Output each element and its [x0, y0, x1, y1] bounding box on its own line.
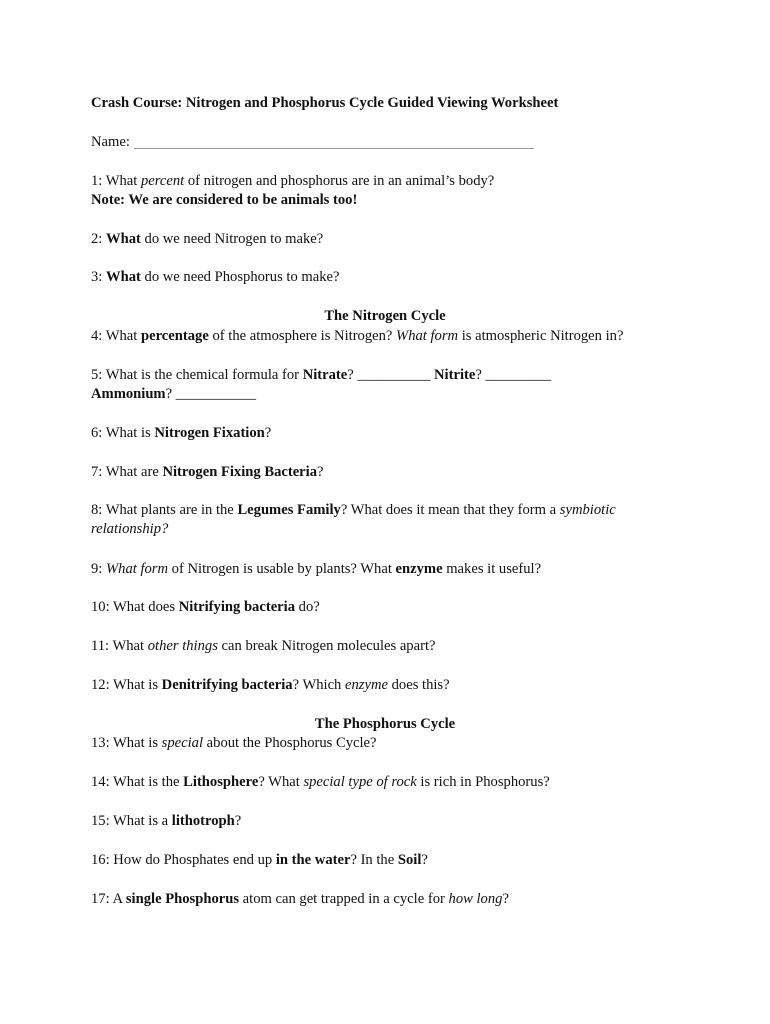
q5-ammonium-blank: ? ___________: [165, 386, 256, 402]
q5-nitrite: Nitrite: [434, 367, 476, 383]
q10-text-a: 10: What does: [91, 599, 179, 615]
q16-text-c: ? In the: [350, 852, 398, 868]
q12-bold: Denitrifying bacteria: [161, 677, 293, 693]
q8-italic: symbiotic: [559, 502, 616, 518]
q6-bold: Nitrogen Fixation: [154, 425, 265, 441]
question-8-line-2: [91, 520, 168, 538]
q5-nitrite-blank: ? _________: [475, 367, 552, 383]
question-13: [91, 734, 377, 752]
q17-text-e: ?: [502, 891, 509, 907]
title-text: Crash Course: Nitrogen and Phosphorus Cycle Guided Viewing Worksheet: [91, 95, 559, 111]
question-17: [91, 890, 509, 908]
q17-text-a: 17: A: [91, 891, 126, 907]
question-7: [91, 463, 324, 481]
q2-bold: What: [106, 231, 141, 247]
name-row: [91, 133, 130, 151]
q4-text-a: 4: What: [91, 328, 141, 344]
q17-text-c: atom can get trapped in a cycle for: [239, 891, 449, 907]
q10-bold: Nitrifying bacteria: [178, 599, 296, 615]
q16-bold-water: in the water: [275, 852, 351, 868]
q13-text-c: about the Phosphorus Cycle?: [203, 735, 377, 751]
question-2: [91, 230, 323, 248]
q2-text-c: do we need Nitrogen to make?: [140, 231, 324, 247]
name-blank-line[interactable]: [134, 148, 534, 149]
q7-bold: Nitrogen Fixing Bacteria: [162, 464, 318, 480]
q9-bold: enzyme: [395, 561, 443, 577]
phosphorus-heading-text: The Phosphorus Cycle: [314, 716, 456, 732]
q6-text-c: ?: [264, 425, 272, 441]
q3-bold: What: [106, 269, 141, 285]
question-5-line-2: [91, 385, 256, 403]
q12-text-e: does this?: [387, 677, 450, 693]
q1-text-a: 1: What: [91, 173, 141, 189]
q12-text-c: ? Which: [292, 677, 346, 693]
worksheet-title: [91, 94, 558, 112]
q7-text-c: ?: [317, 464, 324, 480]
q1-text-c: of nitrogen and phosphorus are in an animal’s body?: [184, 173, 495, 189]
note-text: Note: We are considered to be animals too!: [91, 192, 358, 208]
question-1: [91, 172, 494, 190]
q5-nitrate: Nitrate: [302, 367, 348, 383]
q17-bold: single Phosphorus: [125, 891, 240, 907]
q9-text-c: of Nitrogen is usable by plants? What: [168, 561, 396, 577]
q4-bold: percentage: [141, 328, 209, 344]
name-label: Name:: [91, 134, 130, 150]
q6-text-a: 6: What is: [91, 425, 155, 441]
q5-text-a: 5: What is the chemical formula for: [91, 367, 303, 383]
question-6: [91, 424, 271, 442]
question-3: [91, 268, 339, 286]
q4-text-c: of the atmosphere is Nitrogen?: [208, 328, 397, 344]
q4-text-e: is atmospheric Nitrogen in?: [458, 328, 624, 344]
note-line: [91, 191, 357, 209]
question-14: [91, 773, 550, 791]
q4-italic: What form: [396, 328, 459, 344]
q13-italic: special: [161, 735, 204, 751]
q3-text-c: do we need Phosphorus to make?: [140, 269, 340, 285]
question-16: [91, 851, 428, 869]
q16-bold-soil: Soil: [397, 852, 422, 868]
q12-text-a: 12: What is: [91, 677, 162, 693]
q5-nitrate-blank: ? __________: [347, 367, 435, 383]
question-11: [91, 637, 435, 655]
q9-text-a: 9:: [91, 561, 106, 577]
nitrogen-heading-text: The Nitrogen Cycle: [324, 308, 446, 324]
question-8: [91, 501, 616, 519]
q2-text-a: 2:: [91, 231, 106, 247]
q14-text-e: is rich in Phosphorus?: [416, 774, 550, 790]
section-heading-phosphorus: [0, 715, 770, 733]
q14-italic: special type of rock: [303, 774, 417, 790]
question-10: [91, 598, 320, 616]
q8-text-a: 8: What plants are in the: [91, 502, 238, 518]
question-12: [91, 676, 450, 694]
q10-text-c: do?: [295, 599, 320, 615]
q3-text-a: 3:: [91, 269, 106, 285]
q13-text-a: 13: What is: [91, 735, 162, 751]
q9-italic: What form: [106, 561, 169, 577]
q14-text-c: ? What: [258, 774, 304, 790]
q9-text-e: makes it useful?: [442, 561, 542, 577]
q8-text-c: ? What does it mean that they form a: [340, 502, 560, 518]
question-15: [91, 812, 241, 830]
q11-italic: other things: [147, 638, 218, 654]
question-9: [91, 560, 541, 578]
q14-bold: Lithosphere: [183, 774, 259, 790]
q15-text-a: 15: What is a: [91, 813, 172, 829]
q17-italic: how long: [448, 891, 503, 907]
q12-italic: enzyme: [345, 677, 388, 693]
q11-text-a: 11: What: [91, 638, 148, 654]
q14-text-a: 14: What is the: [91, 774, 184, 790]
q16-text-a: 16: How do Phosphates end up: [91, 852, 276, 868]
q15-bold: lithotroph: [171, 813, 235, 829]
q16-text-e: ?: [421, 852, 428, 868]
q8-italic-continued: relationship?: [91, 521, 169, 537]
question-4: [91, 327, 623, 345]
q11-text-c: can break Nitrogen molecules apart?: [217, 638, 436, 654]
q8-bold: Legumes Family: [237, 502, 341, 518]
q7-text-a: 7: What are: [91, 464, 163, 480]
q1-emphasis: percent: [141, 173, 185, 189]
q5-ammonium: Ammonium: [91, 386, 166, 402]
section-heading-nitrogen: [0, 307, 770, 325]
question-5: [91, 366, 551, 384]
q15-text-c: ?: [234, 813, 242, 829]
